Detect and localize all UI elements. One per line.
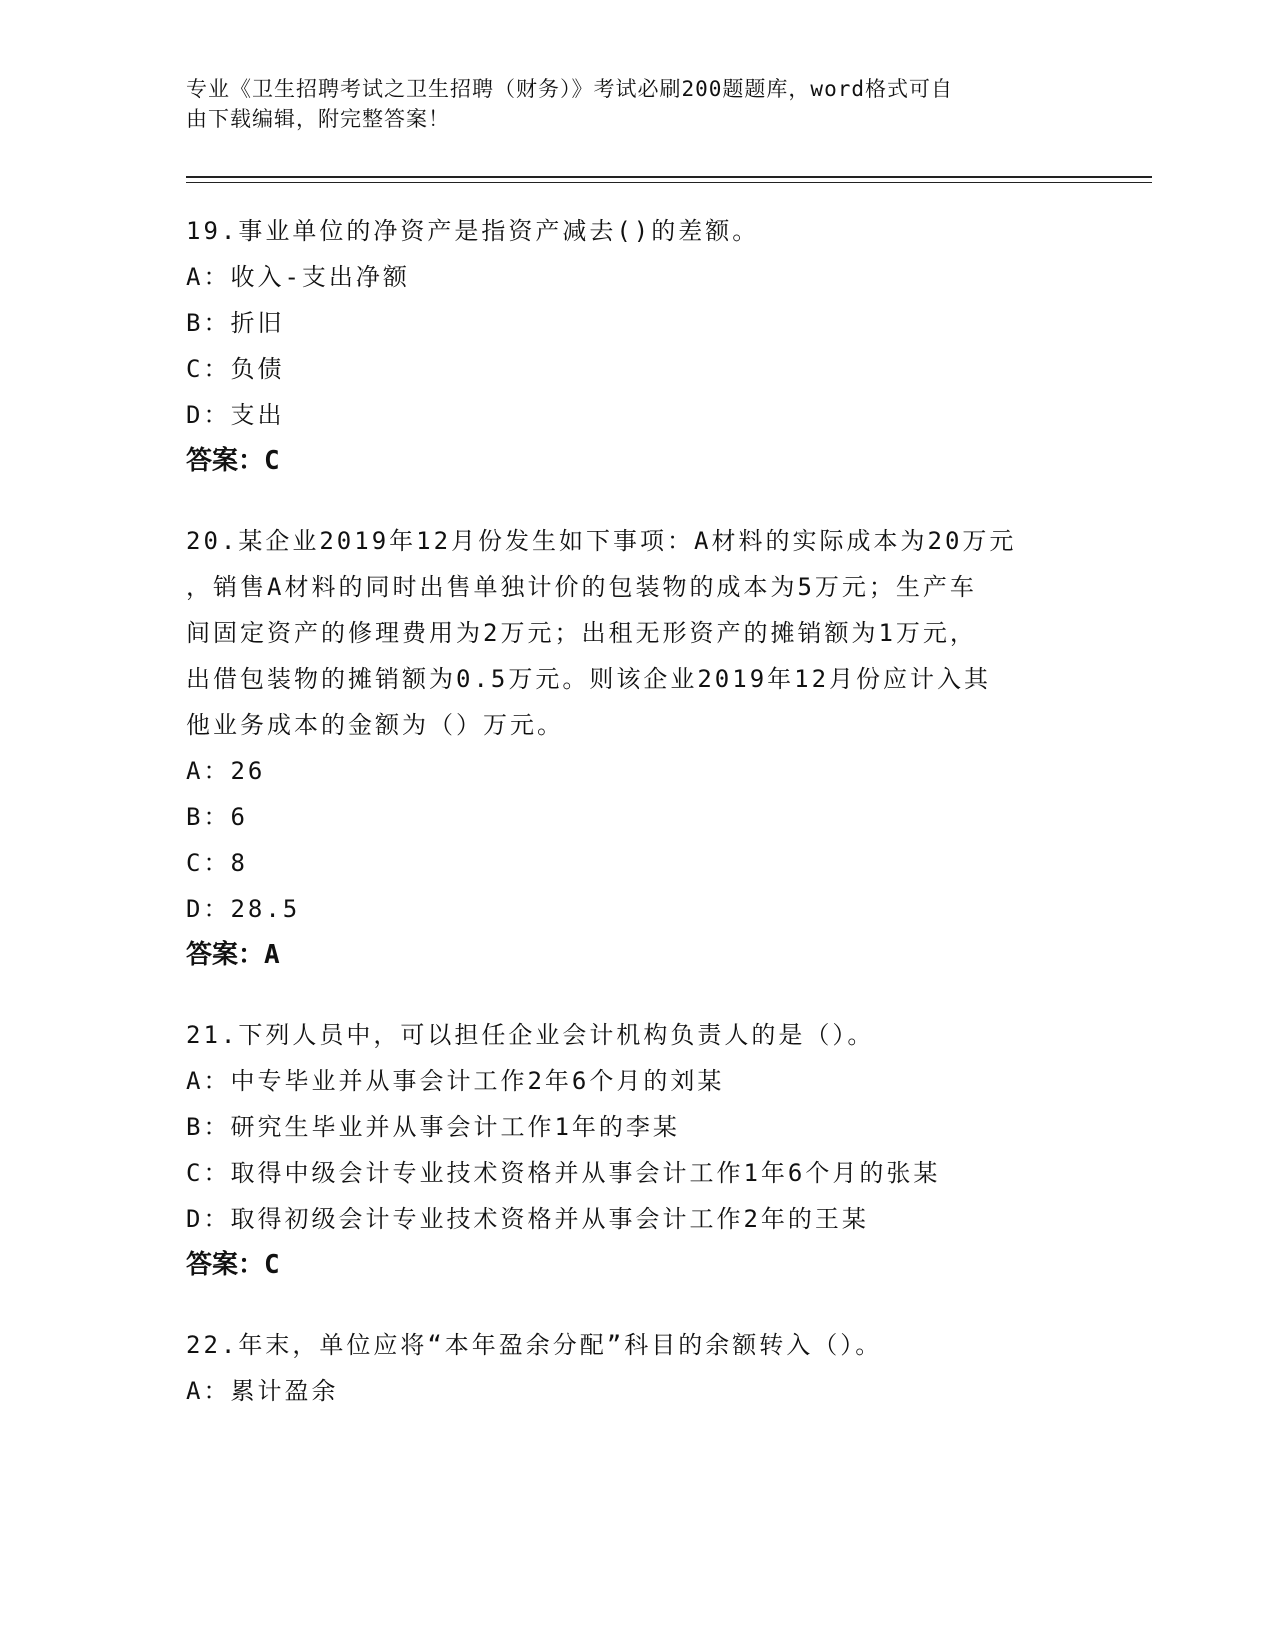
answer-key: 答案：C	[186, 1250, 280, 1280]
answer-option: C：负债	[186, 355, 285, 383]
document-header	[186, 74, 1066, 134]
question-stem: 间固定资产的修理费用为2万元；出租无形资产的摊销额为1万元，	[186, 619, 977, 647]
answer-option: D：28.5	[186, 895, 301, 923]
question-block	[186, 1322, 1086, 1414]
answer-option: A：累计盈余	[186, 1377, 339, 1405]
answer-option: C：8	[186, 849, 248, 877]
answer-option: D：支出	[186, 401, 285, 429]
question-stem: ，销售A材料的同时出售单独计价的包装物的成本为5万元；生产车	[186, 573, 977, 601]
answer-option: A：26	[186, 757, 266, 785]
answer-option: A：收入-支出净额	[186, 263, 410, 291]
question-stem: 22.年末，单位应将“本年盈余分配”科目的余额转入（）。	[186, 1331, 883, 1359]
answer-key: 答案：A	[186, 940, 280, 970]
header-line: 专业《卫生招聘考试之卫生招聘（财务）》考试必刷200题题库，word格式可自	[186, 77, 953, 101]
answer-option: A：中专毕业并从事会计工作2年6个月的刘某	[186, 1067, 725, 1095]
question-stem: 20.某企业2019年12月份发生如下事项：A材料的实际成本为20万元	[186, 527, 1017, 555]
header-divider	[186, 176, 1152, 178]
question-block	[186, 208, 1086, 484]
header-divider	[186, 182, 1152, 183]
answer-option: B：研究生毕业并从事会计工作1年的李某	[186, 1113, 680, 1141]
header-line: 由下载编辑，附完整答案！	[186, 107, 450, 131]
answer-key: 答案：C	[186, 446, 280, 476]
answer-option: C：取得中级会计专业技术资格并从事会计工作1年6个月的张某	[186, 1159, 941, 1187]
question-stem: 他业务成本的金额为（）万元。	[186, 711, 564, 739]
question-list	[186, 208, 1086, 1448]
answer-option: B：折旧	[186, 309, 285, 337]
answer-option: B：6	[186, 803, 248, 831]
question-stem: 出借包装物的摊销额为0.5万元。则该企业2019年12月份应计入其	[186, 665, 992, 693]
question-block	[186, 518, 1086, 978]
question-block	[186, 1012, 1086, 1288]
question-stem: 19.事业单位的净资产是指资产减去()的差额。	[186, 217, 760, 245]
answer-option: D：取得初级会计专业技术资格并从事会计工作2年的王某	[186, 1205, 869, 1233]
question-stem: 21.下列人员中，可以担任企业会计机构负责人的是（）。	[186, 1021, 875, 1049]
